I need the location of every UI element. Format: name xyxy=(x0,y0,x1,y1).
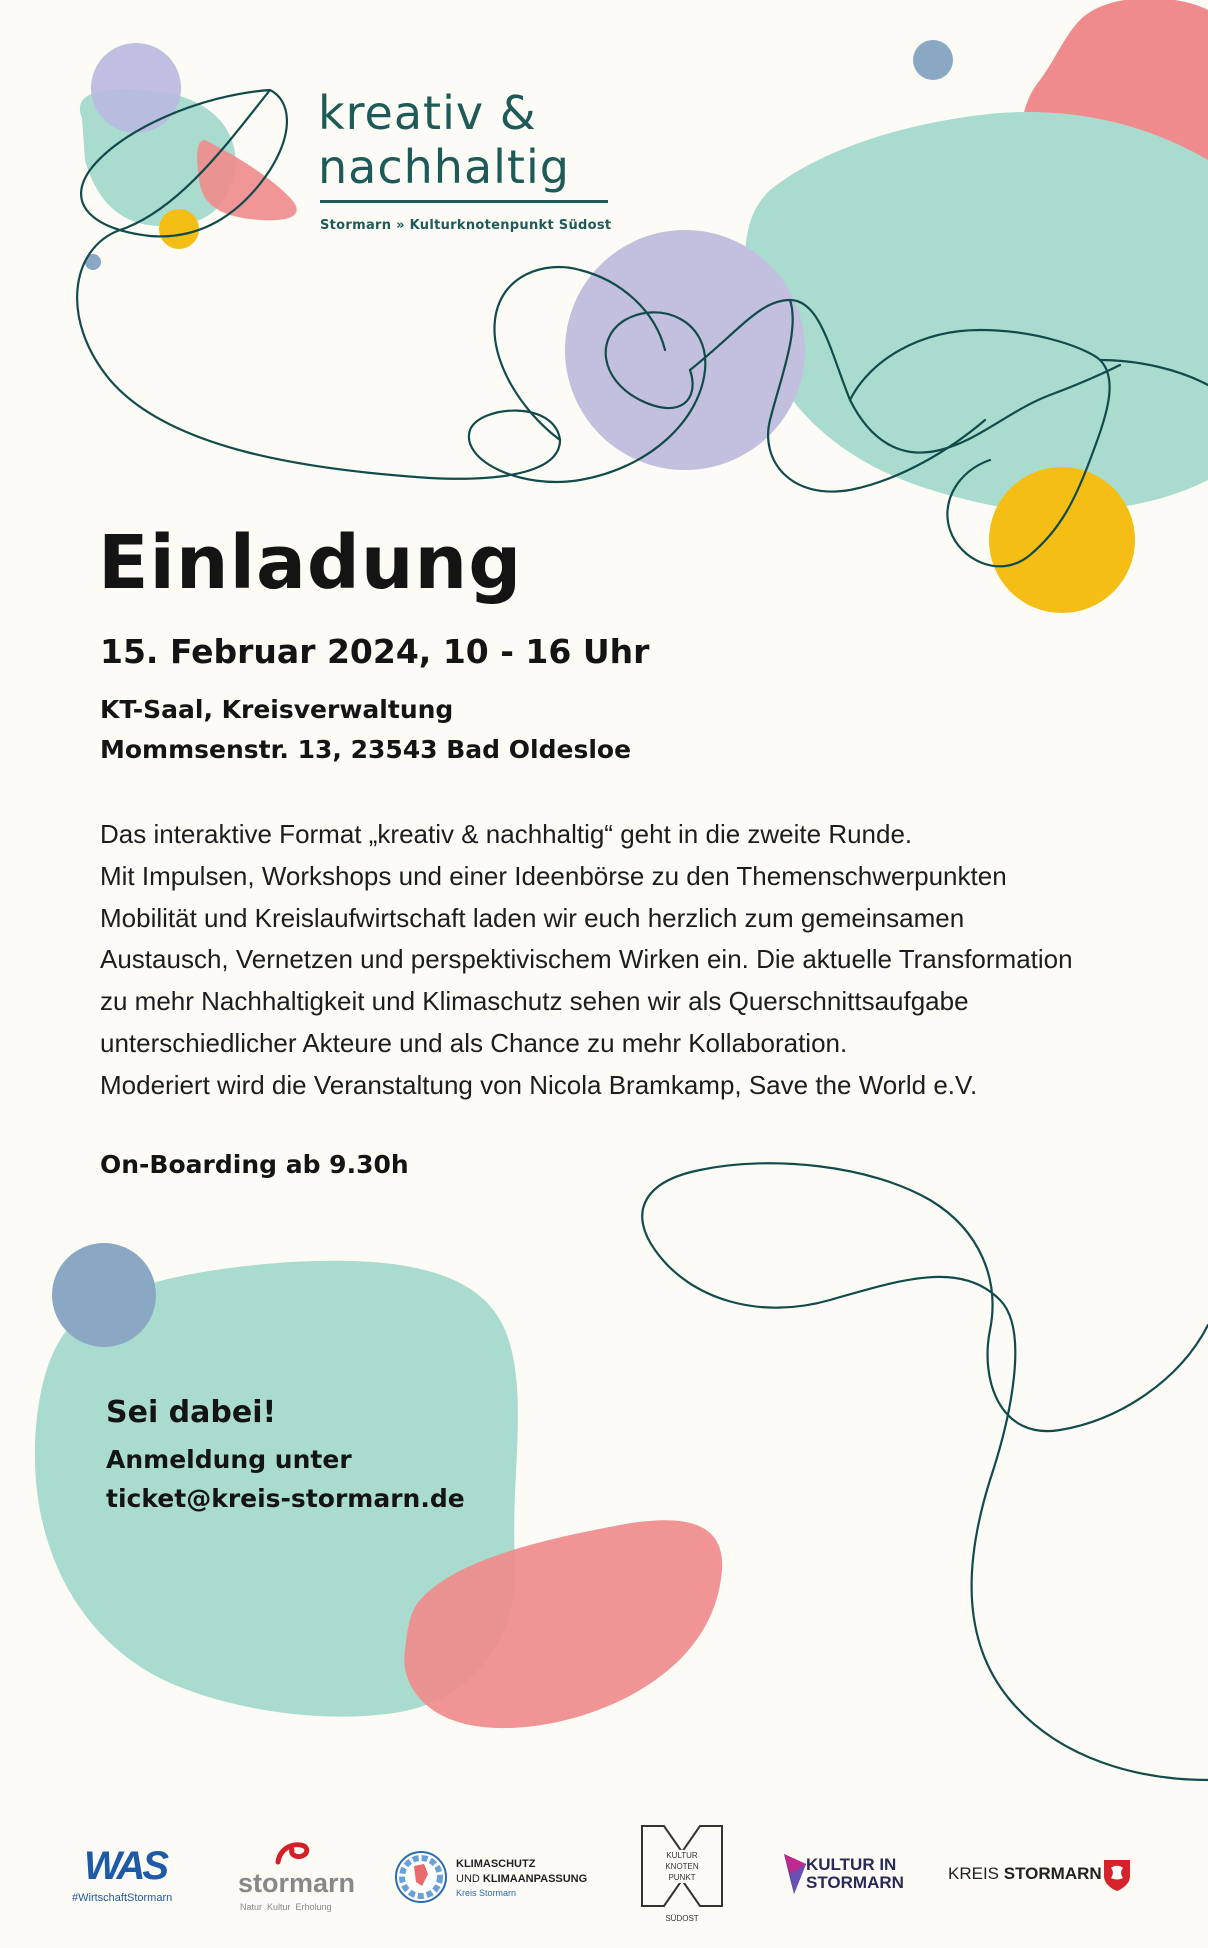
kreis-stormarn-crest-icon xyxy=(1102,1858,1132,1892)
globe-icon xyxy=(394,1850,448,1904)
klima-line-2 xyxy=(456,1873,587,1885)
knotenpunkt-label xyxy=(656,1850,708,1883)
description-line: Austausch, Vernetzen und perspektivischem Wirken ein. Die aktuelle Transformation xyxy=(100,944,1073,975)
yellow-circle-right xyxy=(989,467,1135,613)
event-date: 15. Februar 2024, 10 - 16 Uhr xyxy=(100,632,650,671)
venue-line-2: Mommsenstr. 13, 23543 Bad Oldesloe xyxy=(100,735,632,764)
brand-divider xyxy=(320,200,608,203)
description-line: Das interaktive Format „kreativ & nachhaltig“ geht in die zweite Runde. xyxy=(100,819,913,849)
kreis-stormarn-logo xyxy=(946,1820,1146,1930)
description-line: Moderiert wird die Veranstaltung von Nicola Bramkamp, Save the World e.V. xyxy=(100,1069,978,1100)
knotenpunkt-label-1: KULTUR xyxy=(666,1851,698,1860)
description-line: Mit Impulsen, Workshops und einer Ideenbörse zu den Themenschwerpunkten xyxy=(100,860,1007,891)
stormarn-logo-tag: Natur Kultur Erholung xyxy=(240,1902,332,1912)
was-logo-mark: WAS xyxy=(84,1844,167,1888)
page-title: Einladung xyxy=(98,520,523,606)
description-line: zu mehr Nachhaltigkeit und Klimaschutz sehen wir als Querschnittsaufgabe xyxy=(100,986,969,1017)
stormarn-logo xyxy=(234,1820,354,1930)
cta-heading: Sei dabei! xyxy=(106,1395,277,1430)
brand-logo xyxy=(318,86,570,194)
kultur-line-2: STORMARN xyxy=(806,1873,904,1892)
cta-registration-label: Anmeldung unter xyxy=(106,1445,352,1474)
kultur-in-stormarn-logo xyxy=(778,1820,904,1930)
stormarn-swoosh-icon xyxy=(274,1840,310,1868)
klima-line-2b: KLIMAANPASSUNG xyxy=(482,1873,588,1885)
was-logo xyxy=(70,1820,200,1930)
klimaschutz-logo xyxy=(392,1820,602,1930)
lavender-circle-top-left xyxy=(91,43,181,133)
stormarn-logo-name: stormarn xyxy=(238,1868,356,1898)
kulturknotenpunkt-logo xyxy=(636,1820,726,1930)
knotenpunkt-label-3: PUNKT xyxy=(668,1873,696,1882)
brand-title-line1: kreativ & xyxy=(318,86,537,140)
blue-dot-top xyxy=(913,40,953,80)
kultur-line-1: KULTUR IN xyxy=(806,1855,897,1874)
description-line: Mobilität und Kreislaufwirtschaft laden wir euch herzlich zum gemeinsamen xyxy=(100,902,965,933)
kreis-text-b: STORMARN xyxy=(1003,1864,1102,1883)
klima-line-2a: UND xyxy=(456,1873,483,1885)
kultur-in-stormarn-text xyxy=(806,1856,904,1892)
onboarding-time: On-Boarding ab 9.30h xyxy=(100,1150,409,1179)
klima-line-1: KLIMASCHUTZ xyxy=(456,1858,536,1870)
kreis-stormarn-text xyxy=(948,1864,1102,1884)
mint-blob-top-right xyxy=(744,112,1208,512)
description-line: unterschiedlicher Akteure und als Chance zu mehr Kollaboration. xyxy=(100,1027,848,1058)
event-description xyxy=(100,814,1130,1107)
venue-line-1: KT-Saal, Kreisverwaltung xyxy=(100,695,454,724)
kultur-in-stormarn-triangle-icon xyxy=(780,1850,808,1898)
knotenpunkt-label-2: KNOTEN xyxy=(665,1862,699,1871)
yellow-dot-top-left xyxy=(159,209,199,249)
registration-email-link[interactable]: ticket@kreis-stormarn.de xyxy=(106,1484,465,1513)
knotenpunkt-sub: SÜDOST xyxy=(665,1914,699,1923)
brand-title-line2: nachhaltig xyxy=(318,140,570,194)
brand-subtitle: Stormarn » Kulturknotenpunkt Südost xyxy=(320,218,612,233)
kreis-text-a: KREIS xyxy=(948,1864,1004,1883)
blue-circle-bottom-left xyxy=(52,1243,156,1347)
was-logo-tag: #WirtschaftStormarn xyxy=(72,1892,173,1904)
klima-line-3: Kreis Stormarn xyxy=(456,1888,517,1898)
